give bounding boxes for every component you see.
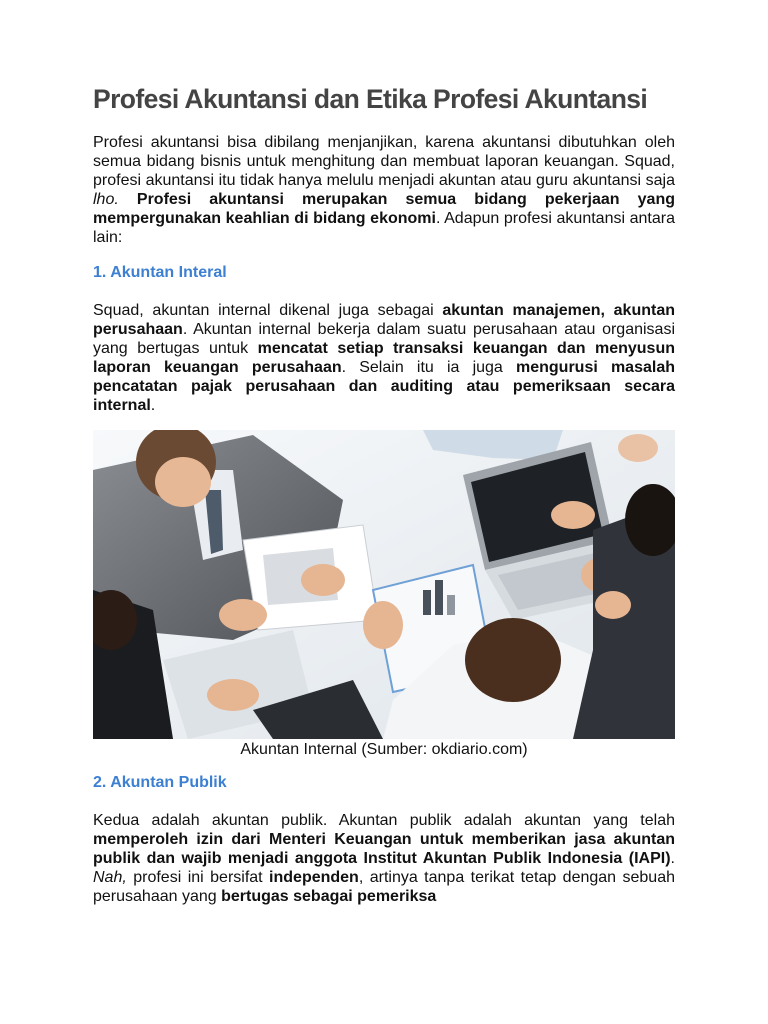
s2-text-8: bertugas sebagai pemeriksa [221,888,437,905]
s1-text-2: akuntan manajemen, akuntan perusahaan [93,302,676,338]
section-heading-akuntan-publik: 2. Akuntan Publik [93,774,227,791]
meeting-photo [93,430,675,739]
s2-text-7: , artinya tanpa terikat tetap dengan sebuah perusahaan yang [93,869,675,905]
s1-text-5: . Selain itu ia juga [341,359,516,376]
section2-paragraph [93,811,675,906]
s2-text-1: Kedua adalah akuntan publik. Akuntan publik adalah akuntan yang telah [93,812,675,829]
s1-text-1: Squad, akuntan internal dikenal juga sebagai [93,302,443,319]
intro-text-3 [119,191,137,208]
s1-text-6: mengurusi masalah pencatatan pajak perusahaan dan auditing atau pemeriksaan secara internal [93,359,675,414]
s2-text-3: . [670,850,675,867]
s1-text-7: . [150,397,156,414]
intro-paragraph [93,133,675,247]
section-heading-akuntan-internal: 1. Akuntan Interal [93,264,227,281]
s1-text-3: . Akuntan internal bekerja dalam suatu perusahaan atau organisasi yang bertugas untuk [93,321,675,357]
s2-text-5: profesi ini bersifat [126,869,270,886]
s1-text-4: mencatat setiap transaksi keuangan dan menyusun laporan keuangan perusahaan [93,340,676,376]
s2-text-6: independen [269,869,359,886]
intro-text-1: Profesi akuntansi bisa dibilang menjanjikan, karena akuntansi dibutuhkan oleh semua bidang bisnis untuk menghitung dan membuat laporan keuangan. Squad, profesi akuntansi itu tidak hanya melulu menjadi akuntan atau guru akuntansi saja [93,134,675,189]
section1-paragraph [93,301,675,415]
page-title: Profesi Akuntansi dan Etika Profesi Akuntansi [93,84,648,114]
image-caption: Akuntan Internal (Sumber: okdiario.com) [240,741,528,758]
s2-text-4: Nah, [93,869,127,886]
intro-text-4: Profesi akuntansi merupakan semua bidang pekerjaan yang mempergunakan keahlian di bidang ekonomi [93,191,675,227]
photo-meeting-icon [93,430,675,739]
intro-text-5: . Adapun profesi akuntansi antara lain: [93,210,675,246]
s2-text-2: memperoleh izin dari Menteri Keuangan untuk memberikan jasa akuntan publik dan wajib menjadi anggota Institut Akuntan Publik Indonesia (IAPI) [93,831,675,867]
intro-text-2: lho. [93,191,119,208]
